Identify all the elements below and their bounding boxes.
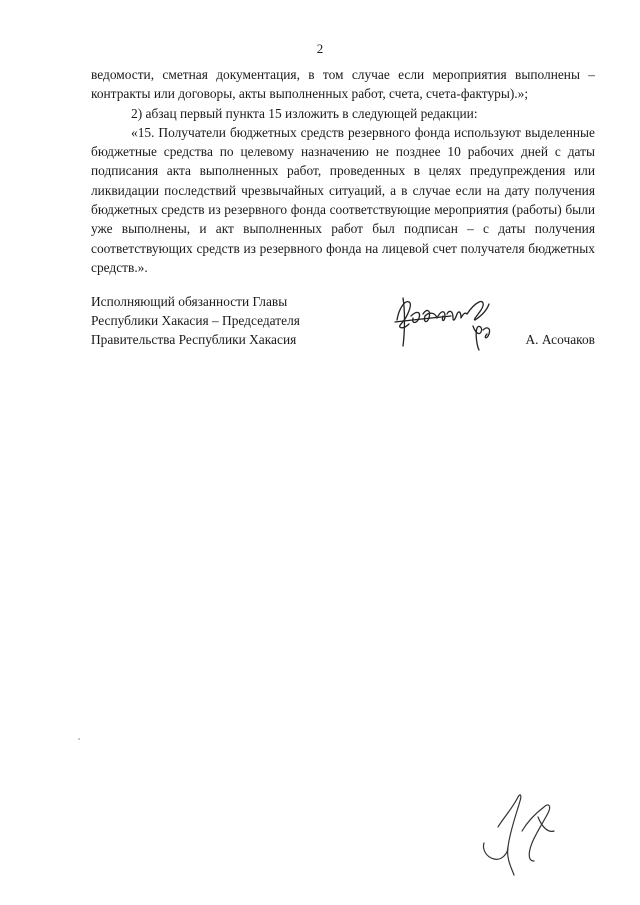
document-body	[91, 65, 595, 277]
signer-name: А. Асочаков	[525, 332, 595, 347]
signature-block	[91, 292, 595, 352]
paragraph-amendment-text: «15. Получатели бюджетных средств резервного фонда используют выделенные бюджетные средства по целевому назначению не позднее 10 рабочих дней с даты подписания акта выполненных работ, проведенных в целях предупреждения или ликвидации последствий чрезвычайных ситуаций, а в случае если на дату получения бюджетных средств из резервного фонда соответствующие мероприятия (работы) были уже выполнены, и акт выполненных работ был подписан – с даты получения соответствующих средств из резервного фонда на лицевой счет получателя бюджетных средств.».	[91, 124, 595, 275]
handwritten-initials-icon	[478, 787, 568, 877]
signer-title-line: Республики Хакасия – Председателя	[91, 313, 300, 328]
paragraph-continuation: ведомости, сметная документация, в том случае если мероприятия выполнены – контракты или договоры, акты выполненных работ, счета, счета-фактуры).»;	[91, 67, 595, 102]
signer-title-line: Исполняющий обязанности Главы	[91, 294, 288, 309]
scan-artifact-dot	[78, 738, 80, 740]
signer-title	[91, 292, 595, 349]
signer-title-line: Правительства Республики Хакасия	[91, 332, 297, 347]
page-number: 2	[316, 41, 324, 56]
paragraph-amendment-intro: 2) абзац первый пункта 15 изложить в следующей редакции:	[131, 105, 478, 121]
handwritten-signature-icon	[391, 290, 501, 352]
